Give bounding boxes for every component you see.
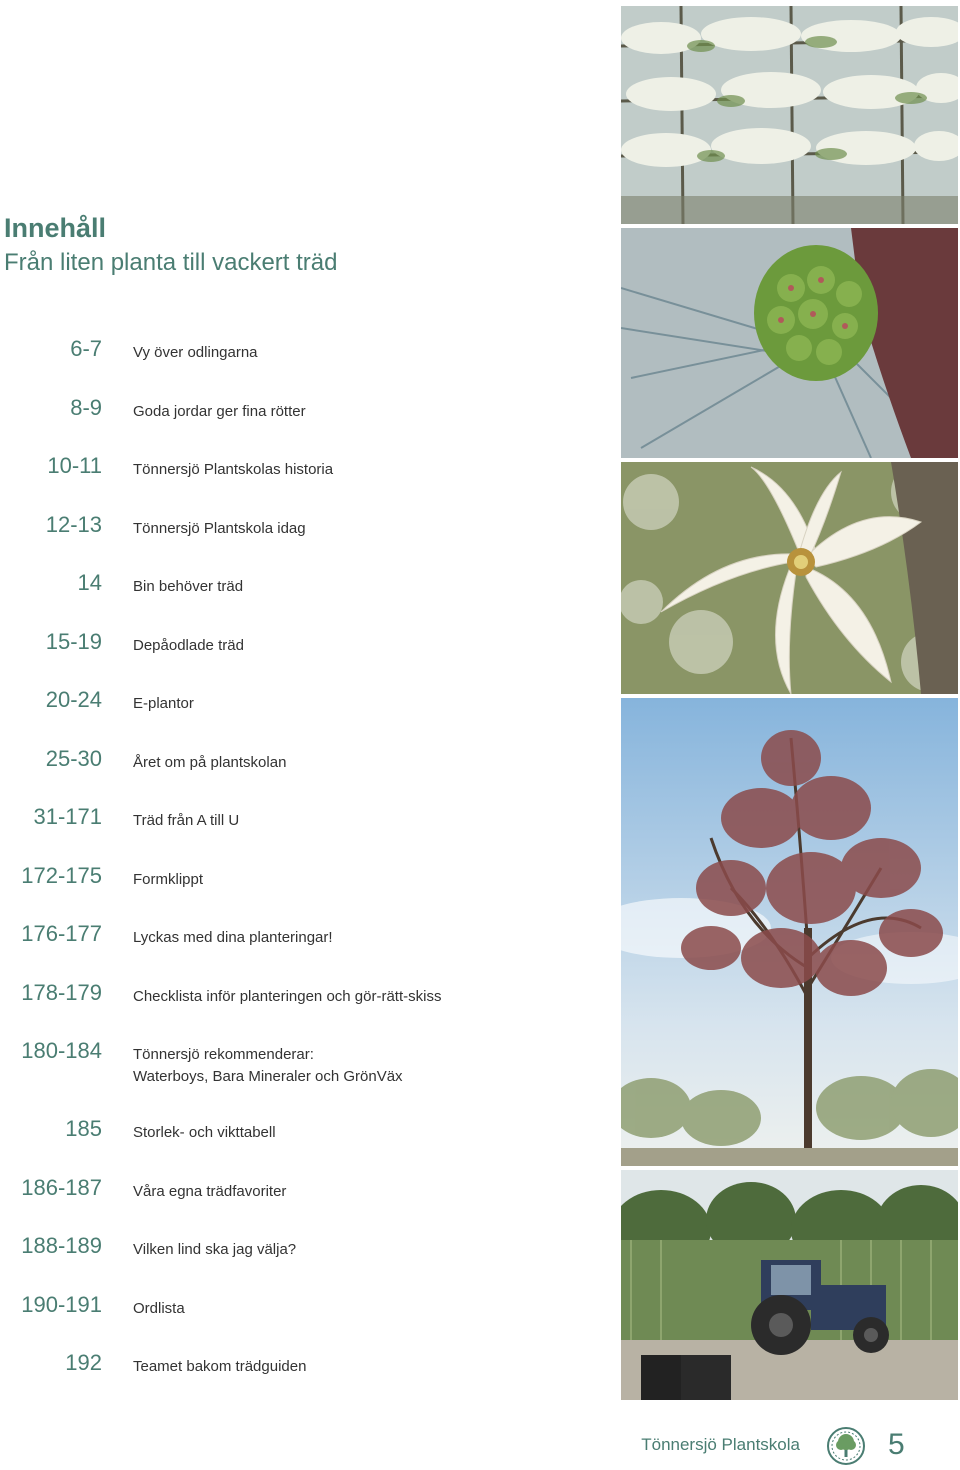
toc-page-range: 190-191: [21, 1292, 102, 1317]
toc-title: Tönnersjö Plantskolas historia: [133, 461, 334, 478]
toc-title: Formklippt: [133, 871, 204, 888]
toc-page-range: 25-30: [45, 746, 102, 771]
toc-title: E-plantor: [133, 695, 194, 712]
toc-page-range: 172-175: [21, 863, 102, 888]
toc-title: Storlek- och vikttabell: [133, 1124, 276, 1141]
toc-title: Vy över odlingarna: [133, 344, 258, 361]
toc-page-range: 178-179: [21, 980, 102, 1005]
toc-page-range: 12-13: [45, 512, 102, 537]
toc-title: Depåodlade träd: [133, 637, 244, 654]
photo-column: [621, 6, 958, 1400]
toc-title-line2: Waterboys, Bara Mineraler och GrönVäx: [133, 1068, 403, 1085]
toc-title: Året om på plantskolan: [133, 754, 287, 771]
toc-title: Goda jordar ger fina rötter: [133, 403, 306, 420]
toc-page-range: 14: [77, 570, 102, 595]
espalier-blossom-photo: [621, 6, 958, 224]
page-subtitle: Från liten planta till vackert träd: [4, 249, 338, 276]
toc-page-range: 10-11: [47, 453, 102, 478]
toc-page-range: 180-184: [21, 1038, 102, 1063]
toc-page-range: 186-187: [21, 1175, 102, 1200]
toc-title: Bin behöver träd: [133, 578, 244, 595]
toc-page-range: 192: [65, 1350, 102, 1375]
page-title: Innehåll: [4, 213, 107, 243]
nursery-logo-icon: [827, 1427, 865, 1465]
toc-title: Träd från A till U: [133, 812, 240, 829]
magnolia-flower-photo: [621, 462, 958, 694]
toc-page-range: 8-9: [70, 395, 102, 420]
red-leaf-tree-photo: [621, 698, 958, 1166]
toc-page-range: 31-171: [33, 804, 102, 829]
toc-page-range: 15-19: [45, 629, 102, 654]
toc-title: Teamet bakom trädguiden: [133, 1358, 307, 1375]
toc-page-range: 6-7: [70, 336, 102, 361]
toc-title: Tönnersjö rekommenderar:: [133, 1046, 314, 1063]
toc-title: Tönnersjö Plantskola idag: [133, 520, 306, 537]
pine-cone-photo: [621, 228, 958, 458]
toc-title: Checklista inför planteringen och gör-rätt-skiss: [133, 988, 442, 1005]
toc-page-range: 20-24: [45, 687, 102, 712]
toc-title: Lyckas med dina planteringar!: [133, 929, 333, 946]
page-number: 5: [888, 1428, 905, 1461]
toc-title: Våra egna trädfavoriter: [133, 1183, 287, 1200]
tractor-nursery-photo: [621, 1170, 958, 1400]
toc-title: Vilken lind ska jag välja?: [133, 1241, 297, 1258]
footer-brand: Tönnersjö Plantskola: [641, 1435, 800, 1454]
toc-title: Ordlista: [133, 1300, 185, 1317]
toc-page-range: 185: [65, 1116, 102, 1141]
toc-page-range: 188-189: [21, 1233, 102, 1258]
toc-page-range: 176-177: [21, 921, 102, 946]
